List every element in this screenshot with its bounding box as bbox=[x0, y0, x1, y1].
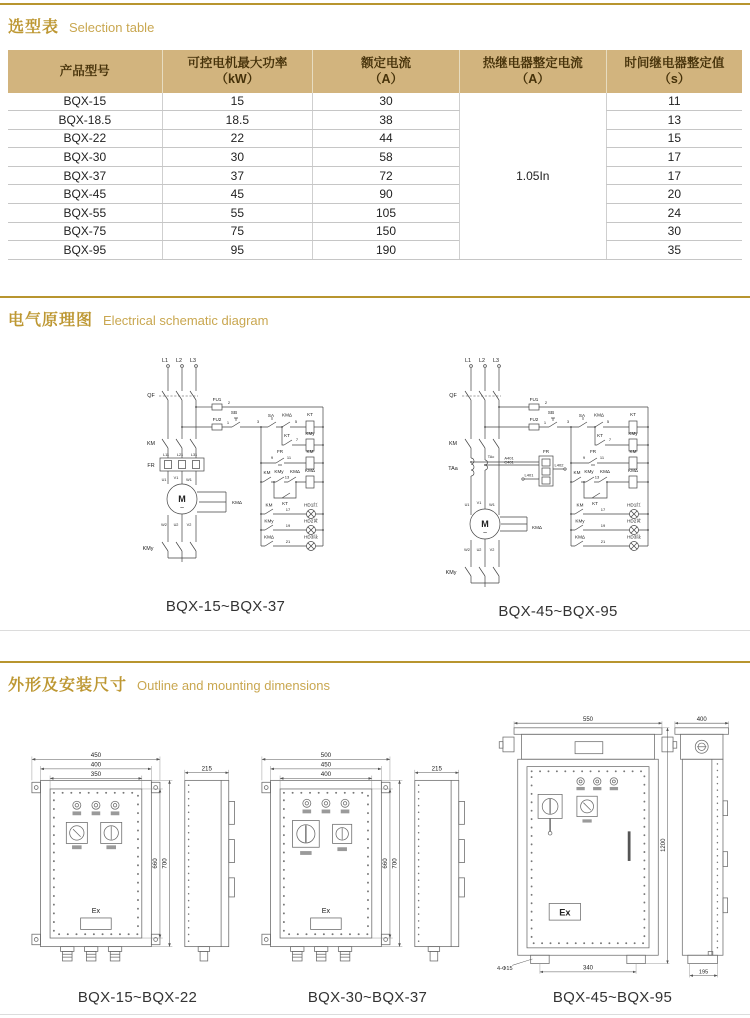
svg-label: KMy bbox=[274, 468, 284, 474]
svg-label: KT bbox=[630, 411, 636, 417]
table-cell: 24 bbox=[606, 204, 742, 223]
svg-label: 2 bbox=[544, 399, 548, 405]
svg-label: 7 bbox=[608, 436, 612, 442]
svg-label: FU1 bbox=[212, 396, 222, 402]
table-cell: BQX-45 bbox=[8, 185, 162, 204]
table-row bbox=[8, 148, 742, 167]
schematic-right-svg bbox=[443, 352, 673, 597]
table-cell: 30 bbox=[313, 93, 460, 111]
table-cell: 22 bbox=[162, 129, 312, 148]
cable-glands bbox=[291, 946, 352, 960]
table-cell: 15 bbox=[606, 129, 742, 148]
svg-label: Ex bbox=[559, 907, 571, 918]
svg-label: FU2 bbox=[212, 416, 222, 422]
outline-drawing3-caption: BQX-45~BQX-95 bbox=[552, 988, 673, 1006]
svg-label: SA bbox=[267, 412, 275, 418]
svg-label: U1 bbox=[161, 477, 167, 482]
svg-label: 660 bbox=[382, 858, 390, 869]
svg-label: KMΔ bbox=[282, 412, 292, 418]
svg-label: 17 bbox=[285, 506, 291, 512]
svg-label: FR bbox=[542, 448, 550, 454]
svg-label: A401 bbox=[504, 455, 514, 461]
dimension-lines bbox=[32, 756, 229, 946]
table-cell: 15 bbox=[162, 93, 312, 111]
svg-label: KMΔ bbox=[232, 499, 242, 505]
svg-label: KMy bbox=[142, 545, 154, 552]
outline-drawing1-caption: BQX-15~BQX-22 bbox=[77, 988, 198, 1006]
section3-heading bbox=[8, 672, 742, 695]
svg-label: W2 bbox=[161, 522, 167, 527]
schematic-left-labels bbox=[143, 358, 319, 552]
table-cell: BQX-18.5 bbox=[8, 111, 162, 130]
svg-label: L401 bbox=[524, 472, 534, 478]
svg-label: L2 bbox=[479, 357, 485, 364]
svg-label: L11 bbox=[162, 452, 170, 457]
svg-label: FR bbox=[276, 448, 284, 454]
schematic-left-caption: BQX-15~BQX-37 bbox=[165, 597, 286, 615]
section3-title-en: Outline and mounting dimensions bbox=[137, 677, 330, 693]
section3-title-zh: 外形及安装尺寸 bbox=[8, 676, 128, 694]
selection-table-header-row bbox=[8, 50, 742, 93]
svg-label: KMy bbox=[264, 518, 274, 524]
svg-label: HD1红 bbox=[304, 502, 318, 508]
svg-label: 660 bbox=[152, 858, 160, 869]
svg-label: KM bbox=[306, 448, 314, 454]
column-header: 产品型号 bbox=[8, 50, 162, 93]
column-header: 时间继电器整定值 （s） bbox=[606, 50, 742, 93]
section2-rule bbox=[0, 296, 750, 298]
svg-label: 215 bbox=[201, 765, 212, 773]
svg-label: 500 bbox=[320, 751, 332, 759]
section3-rule bbox=[0, 661, 750, 663]
table-cell: 30 bbox=[606, 222, 742, 241]
outline-drawing3-labels bbox=[497, 717, 708, 975]
svg-label: 11 bbox=[286, 454, 292, 460]
schematic-right-caption: BQX-45~BQX-95 bbox=[498, 602, 618, 620]
table-cell: 44 bbox=[313, 129, 460, 148]
svg-label: 21 bbox=[285, 538, 291, 544]
svg-label: L31 bbox=[190, 452, 198, 457]
table-cell: 30 bbox=[162, 148, 312, 167]
svg-label: HD2黄 bbox=[304, 518, 318, 524]
cabinet-front-view bbox=[32, 780, 160, 961]
table-cell: 150 bbox=[313, 222, 460, 241]
svg-label: W2 bbox=[464, 547, 470, 552]
section1-heading bbox=[8, 14, 742, 37]
svg-label: KT bbox=[597, 432, 603, 438]
svg-label: W1 bbox=[186, 477, 192, 482]
svg-label: 19 bbox=[600, 522, 606, 528]
table-row bbox=[8, 222, 742, 241]
svg-label: U2 bbox=[173, 522, 179, 527]
table-cell: 17 bbox=[606, 166, 742, 185]
svg-label: KMy bbox=[628, 430, 638, 436]
svg-label: 17 bbox=[600, 506, 606, 512]
svg-label: 5 bbox=[294, 418, 298, 424]
table-cell: BQX-15 bbox=[8, 93, 162, 111]
table-cell: 72 bbox=[313, 166, 460, 185]
svg-label: 21 bbox=[600, 538, 606, 544]
svg-label: SB bbox=[230, 409, 238, 415]
outline-drawing2-column bbox=[260, 744, 475, 1006]
svg-label: L1 bbox=[162, 357, 168, 364]
table-row bbox=[8, 166, 742, 185]
svg-label: FU2 bbox=[529, 416, 539, 422]
svg-label: V2 bbox=[489, 547, 495, 552]
svg-label: L3 bbox=[190, 357, 196, 364]
svg-label: SB bbox=[547, 409, 555, 415]
svg-label: 700 bbox=[161, 858, 169, 869]
svg-label: SA bbox=[578, 412, 586, 418]
cabinet-side-view bbox=[675, 728, 729, 964]
svg-label: 450 bbox=[90, 751, 102, 759]
svg-label: TAa bbox=[448, 465, 458, 472]
svg-label: 550 bbox=[582, 716, 594, 723]
svg-label: KT bbox=[592, 500, 598, 506]
table-row bbox=[8, 129, 742, 148]
svg-label: Ex bbox=[91, 907, 101, 916]
svg-label: HD3绿 bbox=[627, 534, 641, 540]
table-row bbox=[8, 204, 742, 223]
outline-drawing1-column bbox=[30, 744, 245, 1006]
table-cell: 18.5 bbox=[162, 111, 312, 130]
svg-label: 19 bbox=[285, 522, 291, 528]
svg-label: U1 bbox=[464, 502, 470, 507]
svg-label: 7 bbox=[295, 436, 299, 442]
table-cell: 13 bbox=[606, 111, 742, 130]
svg-label: KM bbox=[146, 440, 156, 447]
table-cell: 35 bbox=[606, 241, 742, 260]
section2-title-zh: 电气原理图 bbox=[8, 311, 94, 329]
svg-label: KM bbox=[263, 469, 271, 475]
svg-label: KT bbox=[307, 411, 313, 417]
svg-label: HD3绿 bbox=[304, 534, 318, 540]
column-header: 热继电器整定电流 （A） bbox=[459, 50, 606, 93]
cable-glands bbox=[61, 946, 122, 960]
table-row bbox=[8, 111, 742, 130]
svg-label: KMΔ bbox=[600, 468, 610, 474]
outline-drawing3-svg bbox=[490, 713, 735, 983]
svg-label: FR bbox=[589, 448, 597, 454]
power-circuit bbox=[462, 364, 566, 586]
svg-label: 11 bbox=[599, 454, 605, 460]
svg-label: HD2黄 bbox=[627, 518, 641, 524]
svg-label: 215 bbox=[431, 765, 442, 773]
svg-label: KT bbox=[282, 500, 288, 506]
svg-label: 340 bbox=[582, 965, 594, 972]
table-cell: BQX-75 bbox=[8, 222, 162, 241]
svg-label: 13 bbox=[594, 474, 600, 480]
section1-title-zh: 选型表 bbox=[8, 19, 60, 36]
merged-cell: 1.05In bbox=[459, 93, 606, 260]
cabinet-side-view bbox=[185, 780, 235, 961]
svg-label: FU1 bbox=[529, 396, 539, 402]
schematic-row bbox=[0, 352, 750, 620]
cabinet-front-view bbox=[499, 728, 677, 964]
table-cell: BQX-95 bbox=[8, 241, 162, 260]
svg-label: L1 bbox=[465, 357, 471, 364]
svg-label: M bbox=[178, 493, 186, 504]
svg-label: 700 bbox=[391, 858, 399, 869]
svg-label: 5 bbox=[606, 418, 610, 424]
svg-label: U2 bbox=[476, 547, 482, 552]
outline-drawing1-svg bbox=[30, 744, 245, 983]
schematic-left-column bbox=[118, 352, 333, 620]
svg-label: KM bbox=[448, 440, 458, 447]
svg-label: M bbox=[481, 518, 489, 529]
svg-label: 400 bbox=[320, 770, 332, 778]
svg-label: V1 bbox=[476, 500, 482, 505]
svg-label: 2 bbox=[227, 399, 231, 405]
table-cell: BQX-30 bbox=[8, 148, 162, 167]
svg-label: 195 bbox=[698, 969, 709, 976]
svg-label: V1 bbox=[173, 475, 179, 480]
schematic-left-svg bbox=[118, 352, 333, 592]
svg-label: 3 bbox=[566, 418, 570, 424]
svg-label: KM bbox=[573, 469, 581, 475]
svg-label: QF bbox=[449, 392, 457, 399]
table-cell: 190 bbox=[313, 241, 460, 260]
svg-label: 1200 bbox=[661, 838, 668, 852]
svg-label: KMΔ bbox=[594, 412, 604, 418]
control-circuit bbox=[181, 404, 324, 551]
outline-drawing3-column bbox=[490, 713, 735, 1006]
svg-label: KM bbox=[265, 502, 273, 508]
top-rule bbox=[0, 3, 750, 5]
outline-row bbox=[0, 713, 750, 1006]
table-cell: 45 bbox=[162, 185, 312, 204]
cabinet-side-view bbox=[415, 780, 465, 961]
schematic-right-column bbox=[443, 352, 673, 620]
svg-label: 400 bbox=[696, 716, 707, 723]
svg-label: KT bbox=[284, 432, 290, 438]
svg-label: 9 bbox=[270, 454, 274, 460]
svg-label: L402 bbox=[554, 462, 564, 468]
section1-title-en: Selection table bbox=[69, 20, 155, 35]
section2-heading bbox=[8, 307, 742, 330]
svg-label: 350 bbox=[90, 770, 102, 778]
svg-label: C401 bbox=[504, 459, 514, 465]
svg-label: KMΔ bbox=[305, 467, 315, 473]
section2-title-en: Electrical schematic diagram bbox=[103, 312, 269, 328]
table-cell: 38 bbox=[313, 111, 460, 130]
svg-label: L2 bbox=[176, 357, 182, 364]
table-row bbox=[8, 93, 742, 111]
table-cell: 90 bbox=[313, 185, 460, 204]
outline-drawing2-svg bbox=[260, 744, 475, 983]
svg-label: KM bbox=[629, 448, 637, 454]
outline-drawing2-caption: BQX-30~BQX-37 bbox=[307, 988, 428, 1006]
svg-label: KM bbox=[576, 502, 584, 508]
svg-label: 400 bbox=[90, 761, 102, 769]
svg-label: 1 bbox=[543, 419, 547, 425]
table-cell: 95 bbox=[162, 241, 312, 260]
junction-dots bbox=[470, 406, 649, 531]
svg-label: HD1红 bbox=[627, 502, 641, 508]
table-row bbox=[8, 185, 742, 204]
svg-label: 3 bbox=[256, 418, 260, 424]
page bbox=[0, 3, 750, 1018]
column-header: 可控电机最大功率 （kW） bbox=[162, 50, 312, 93]
table-cell: 37 bbox=[162, 166, 312, 185]
svg-label: KMΔ bbox=[264, 534, 274, 540]
table-cell: BQX-55 bbox=[8, 204, 162, 223]
svg-label: ~ bbox=[179, 504, 185, 512]
power-circuit bbox=[159, 364, 226, 561]
table-cell: 17 bbox=[606, 148, 742, 167]
column-header: 额定电流 （A） bbox=[313, 50, 460, 93]
svg-label: KMy bbox=[445, 569, 457, 576]
section2-bottom-rule bbox=[0, 630, 750, 631]
svg-label: ~ bbox=[482, 529, 488, 537]
svg-label: KMΔ bbox=[628, 467, 638, 473]
svg-label: KMy bbox=[305, 430, 315, 436]
table-row bbox=[8, 241, 742, 260]
svg-label: 4-Φ15 bbox=[497, 965, 513, 972]
table-cell: 20 bbox=[606, 185, 742, 204]
selection-table-body bbox=[8, 93, 742, 260]
svg-label: FR bbox=[147, 462, 155, 469]
table-cell: 75 bbox=[162, 222, 312, 241]
table-cell: 105 bbox=[313, 204, 460, 223]
svg-label: 9 bbox=[582, 454, 586, 460]
svg-label: L21 bbox=[176, 452, 184, 457]
table-cell: 11 bbox=[606, 93, 742, 111]
selection-table bbox=[8, 50, 742, 260]
svg-label: 450 bbox=[320, 761, 332, 769]
svg-label: KMy bbox=[584, 468, 594, 474]
table-cell: BQX-22 bbox=[8, 129, 162, 148]
svg-label: KMy bbox=[575, 518, 585, 524]
svg-label: TAc bbox=[487, 454, 495, 459]
svg-label: QF bbox=[147, 392, 155, 399]
table-cell: BQX-37 bbox=[8, 166, 162, 185]
svg-label: KMΔ bbox=[532, 524, 542, 530]
svg-label: 13 bbox=[284, 474, 290, 480]
svg-label: L3 bbox=[493, 357, 499, 364]
dimension-lines bbox=[262, 756, 459, 946]
svg-label: W1 bbox=[489, 502, 495, 507]
cabinet-front-view bbox=[262, 780, 390, 961]
table-cell: 55 bbox=[162, 204, 312, 223]
dimension-lines bbox=[512, 721, 728, 977]
svg-label: Ex bbox=[321, 907, 331, 916]
svg-label: KMΔ bbox=[575, 534, 585, 540]
svg-label: 1 bbox=[226, 419, 230, 425]
table-cell: 58 bbox=[313, 148, 460, 167]
svg-label: KMΔ bbox=[290, 468, 300, 474]
svg-label: V2 bbox=[186, 522, 192, 527]
